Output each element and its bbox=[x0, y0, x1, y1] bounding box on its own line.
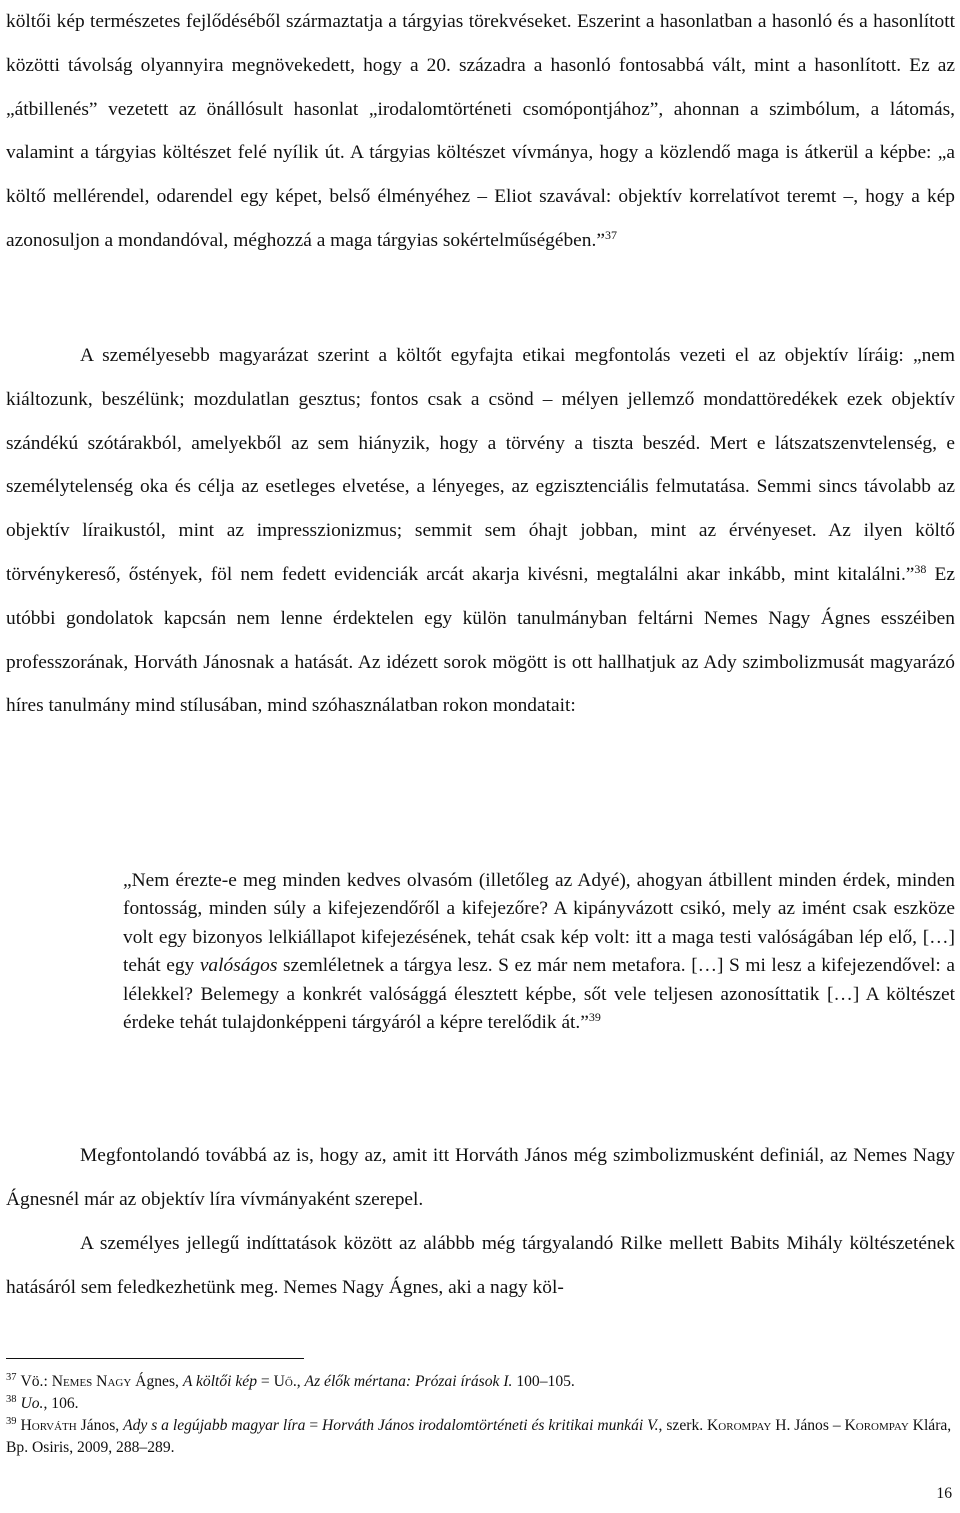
footnote-ref-39[interactable]: 39 bbox=[588, 1010, 601, 1025]
footnote-38 bbox=[6, 1393, 955, 1415]
paragraph-1-text: költői kép természetes fejlődéséből származtatja a tárgyias törekvéseket. Eszerint a hasonlatban a hasonló és a hasonlított közötti távolság olyannyira megnövekedett, hogy a 20. századra a hasonló fontosabbá vált, mint a hasonlított. Ez az „átbillenés” vezetett az önállósult hasonlat „irodalomtörténeti csomópontjához”, ahonnan a szimbólum, a látomás, valamint a tárgyias költészet felé nyílik út. A tárgyias költészet vívmánya, hogy a közlendő maga is átkerül a képbe: „a költő mellérendel, odarendel egy képet, belső élményéhez – Eliot szavával: objektív korrelatívot teremt –, hogy a kép azonosuljon a mondandóval, méghozzá a maga tárgyias sokértelműségében.” bbox=[6, 11, 955, 251]
footnote-text: Klára, Bp. Osiris, 2009, 288–289. bbox=[6, 1417, 952, 1456]
block-quote bbox=[123, 867, 955, 1037]
block-quote-emphasis: valóságos bbox=[199, 955, 278, 977]
footnote-number: 38 bbox=[6, 1394, 17, 1405]
footnote-ref-37[interactable]: 37 bbox=[604, 227, 617, 242]
footnote-ref-38[interactable]: 38 bbox=[914, 561, 927, 576]
author-name: Nemes Nagy bbox=[51, 1373, 132, 1390]
paragraph-4-text: A személyes jellegű indíttatások között az alábbb még tárgyalandó Rilke mellett Babits Mihály költészetének hatásáról sem feledkezhetünk meg. Nemes Nagy Ágnes, aki a nagy köl- bbox=[6, 1233, 955, 1298]
work-title: Uo. bbox=[20, 1395, 44, 1412]
footnote-text: , 106. bbox=[43, 1395, 79, 1412]
footnote-number: 39 bbox=[6, 1416, 17, 1427]
author-name: Horváth bbox=[20, 1417, 77, 1434]
block-quote-text-b: szemléletnek a tárgya lesz. S ez már nem metafora. […] S mi lesz a kifejezendővel: a lélekkel? Belemegy a konkrét valósággá élesztett képbe, sőt vele teljesen azonosíttatik […] A költészet érdeke tehát tulajdonképpeni tárgyáról a képre terelődik át.” bbox=[123, 955, 955, 1034]
paragraph-2-text-b: Ez utóbbi gondolatok kapcsán nem lenne érdektelen egy külön tanulmányban feltárni Nemes Nagy Ágnes esszéiben professzorának, Horváth Jánosnak a hatását. Az idézett sorok mögött is ott hallhatjuk az Ady szimbolizmusát magyarázó híres tanulmány mind stílusában, mind szóhasználatban rokon mondatait: bbox=[6, 563, 955, 717]
footnote-text: , szerk. bbox=[658, 1417, 708, 1434]
paragraph-3 bbox=[6, 1134, 955, 1222]
footnote-39 bbox=[6, 1415, 955, 1458]
block-quote-text-a: „Nem érezte-e meg minden kedves olvasóm (illetőleg az Adyé), ahogyan átbillent minden érdek, minden fontosság, minden súly a kifejezendőről a kifejezőre? A kipányvázott csikó, mely az imént csak eszköze volt egy bizonyos lelkiállapot kifejezésének, tehát csak kép volt: itt a maga testi valóságában lép elő, […] tehát egy bbox=[123, 870, 955, 977]
paragraph-2 bbox=[6, 334, 955, 728]
footnote-separator bbox=[6, 1358, 304, 1359]
footnote-number: 37 bbox=[6, 1372, 17, 1383]
paragraph-1 bbox=[6, 0, 955, 263]
author-name: Korompay bbox=[707, 1417, 772, 1434]
work-title: Ady s a legújabb magyar líra bbox=[123, 1417, 306, 1434]
paragraph-2-text-a: A személyesebb magyarázat szerint a költőt egyfajta etikai megfontolás vezeti el az objektív líráig: „nem kiáltozunk, beszélünk; mozdulatlan gesztus; fontos csak a csönd – mélyen jellemző mondattöredékek ezek objektív szándékú szótárakból, amelyekből az sem hiányzik, hogy a törvény a tiszta beszéd. Mert e látszatszenvtelenség, e személytelenség oka és célja az esetleges elvetése, a lényeges, az egzisztenciális felmutatása. Semmi sincs távolabb az objektív líraikustól, mint az impresszionizmus; semmit sem óhajt jobban, mint az érvényeset. Az ilyen költő törvénykereső, őstények, föl nem fedett evidenciák arcát akarja kivésni, megtalálni akar inkább, mint kitalálni.” bbox=[6, 345, 955, 585]
author-name: Uő bbox=[273, 1373, 293, 1390]
paragraph-4 bbox=[6, 1222, 955, 1310]
footnote-text: = bbox=[257, 1373, 274, 1390]
work-title: A költői kép bbox=[182, 1373, 258, 1390]
footnote-text: = bbox=[305, 1417, 323, 1434]
author-name: Korompay bbox=[844, 1417, 909, 1434]
footnote-37 bbox=[6, 1371, 955, 1393]
work-title: Horváth János irodalomtörténeti és kritikai munkái V. bbox=[322, 1417, 659, 1434]
paragraph-3-text: Megfontolandó továbbá az is, hogy az, amit itt Horváth János még szimbolizmusként definiál, az Nemes Nagy Ágnesnél már az objektív líra vívmányaként szerepel. bbox=[6, 1145, 955, 1210]
footnote-text: ., bbox=[292, 1373, 305, 1390]
footnote-text: János, bbox=[76, 1417, 124, 1434]
footnote-text: Vö.: bbox=[20, 1373, 52, 1390]
footnote-text: Ágnes, bbox=[131, 1373, 183, 1390]
footnote-text: H. János – bbox=[771, 1417, 845, 1434]
work-title: Az élők mértana: Prózai írások I. bbox=[304, 1373, 513, 1390]
footnote-text: 100–105. bbox=[512, 1373, 575, 1390]
page-number: 16 bbox=[936, 1485, 952, 1502]
